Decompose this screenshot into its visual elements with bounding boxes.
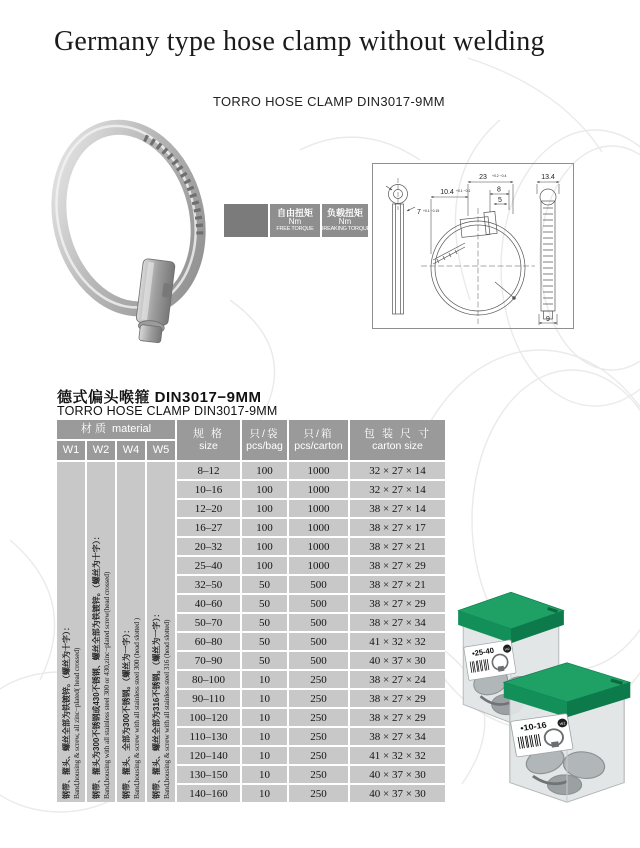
cell-pcs-carton: 250: [289, 671, 348, 688]
cell-size: 20–32: [177, 538, 240, 555]
cell-carton-size: 38 × 27 × 17: [350, 519, 445, 536]
cell-pcs-bag: 10: [242, 766, 287, 783]
dim-7-tol: +0.1 −0.15: [423, 209, 440, 213]
cell-carton-size: 38 × 27 × 29: [350, 690, 445, 707]
cell-pcs-bag: 100: [242, 538, 287, 555]
material-codes: [57, 441, 175, 460]
cell-carton-size: 38 × 27 × 21: [350, 538, 445, 555]
material-description-cell: 钢带、箍头、螺丝全部为铁镀锌。（螺丝为十字）： Band,housing & screw, all zinc−plated( head crossed): [57, 462, 85, 802]
cell-carton-size: 32 × 27 × 14: [350, 462, 445, 479]
cell-size: 50–70: [177, 614, 240, 631]
table-row: [177, 576, 445, 593]
cell-pcs-carton: 500: [289, 595, 348, 612]
cell-carton-size: 38 × 27 × 14: [350, 500, 445, 517]
cell-carton-size: 38 × 27 × 29: [350, 709, 445, 726]
spec-table-header: [57, 420, 445, 460]
cell-pcs-carton: 250: [289, 690, 348, 707]
cell-carton-size: 38 × 27 × 21: [350, 576, 445, 593]
cell-size: 110–130: [177, 728, 240, 745]
product-box-10-16: [494, 654, 640, 812]
dim-7: 7: [417, 209, 421, 216]
table-row: [177, 595, 445, 612]
table-row: [177, 633, 445, 650]
cell-pcs-bag: 50: [242, 576, 287, 593]
cell-pcs-bag: 10: [242, 785, 287, 802]
table-row: [177, 690, 445, 707]
dim-10-4-tol: +0.1 −0.1: [456, 189, 471, 193]
table-row: [177, 614, 445, 631]
cell-pcs-carton: 500: [289, 614, 348, 631]
material-description-cell: 钢带、箍头、螺丝全部为316不锈钢。（螺丝为一字）： Band,housing & screw with all stainless steel 316 (head slotted): [147, 462, 175, 802]
technical-drawing: [372, 163, 574, 329]
cell-size: 60–80: [177, 633, 240, 650]
table-row: [177, 519, 445, 536]
cell-carton-size: 41 × 32 × 32: [350, 633, 445, 650]
cell-pcs-bag: 10: [242, 690, 287, 707]
cell-pcs-carton: 1000: [289, 500, 348, 517]
cell-size: 70–90: [177, 652, 240, 669]
material-description-columns: [57, 462, 175, 802]
material-code-w1: W1: [57, 441, 85, 460]
cell-carton-size: 40 × 37 × 30: [350, 766, 445, 783]
cell-carton-size: 41 × 32 × 32: [350, 747, 445, 764]
spec-table-rows: [177, 462, 445, 802]
cell-pcs-carton: 1000: [289, 519, 348, 536]
cell-carton-size: 38 × 27 × 34: [350, 614, 445, 631]
section-heading-en: TORRO HOSE CLAMP DIN3017-9MM: [57, 404, 278, 418]
header-pcs-carton: 只/箱 pcs/carton: [289, 420, 348, 460]
material-description-cell: 钢带、箍头、全部为300不锈钢。（螺丝为一字）： Band,housing & screw with all stainless steel 300 (head slotted ): [117, 462, 145, 802]
cell-size: 100–120: [177, 709, 240, 726]
cell-pcs-carton: 500: [289, 576, 348, 593]
cell-pcs-carton: 250: [289, 747, 348, 764]
cell-size: 40–60: [177, 595, 240, 612]
dim-13-4: 13.4: [541, 174, 555, 181]
cell-size: 12–20: [177, 500, 240, 517]
cell-pcs-carton: 250: [289, 766, 348, 783]
dim-8: 8: [497, 186, 501, 194]
table-row: [177, 785, 445, 802]
cell-pcs-bag: 50: [242, 595, 287, 612]
material-code-w5: W5: [147, 441, 175, 460]
material-code-w4: W4: [117, 441, 145, 460]
cell-pcs-bag: 10: [242, 671, 287, 688]
cell-pcs-bag: 10: [242, 709, 287, 726]
material-description-cell: 钢带、箍头为300不锈钢或430不锈钢、螺丝全部为铁镀锌。（螺丝为十字）： Band,housing with all stainless steel 300 or 430,zinc−plated screw(head crossed): [87, 462, 115, 802]
dim-10-4: 10.4: [440, 189, 454, 196]
cell-pcs-carton: 1000: [289, 462, 348, 479]
cell-carton-size: 40 × 37 × 30: [350, 785, 445, 802]
dim-23: 23: [479, 174, 487, 181]
cell-pcs-carton: 500: [289, 652, 348, 669]
torque-header-breaking: 负载扭矩 Nm BREAKING TORQUE: [322, 204, 368, 237]
cell-size: 140–160: [177, 785, 240, 802]
cell-size: 8–12: [177, 462, 240, 479]
table-row: [177, 728, 445, 745]
box-label-text: •25-40: [471, 645, 495, 659]
header-pcs-bag: 只/袋 pcs/bag: [242, 420, 287, 460]
cell-size: 16–27: [177, 519, 240, 536]
cell-carton-size: 40 × 37 × 30: [350, 652, 445, 669]
cell-pcs-bag: 100: [242, 557, 287, 574]
header-carton-size: 包 装 尺 寸 carton size: [350, 420, 445, 460]
cell-pcs-bag: 10: [242, 747, 287, 764]
cell-pcs-carton: 1000: [289, 481, 348, 498]
table-row: [177, 500, 445, 517]
torque-table: [224, 204, 371, 232]
cell-pcs-carton: 1000: [289, 557, 348, 574]
material-code-w2: W2: [87, 441, 115, 460]
cell-carton-size: 38 × 27 × 29: [350, 557, 445, 574]
cell-size: 130–150: [177, 766, 240, 783]
page-subtitle: TORRO HOSE CLAMP DIN3017-9MM: [213, 94, 445, 109]
cell-pcs-bag: 100: [242, 462, 287, 479]
table-row: [177, 709, 445, 726]
cell-pcs-carton: 500: [289, 633, 348, 650]
table-row: [177, 538, 445, 555]
cell-pcs-bag: 50: [242, 652, 287, 669]
cell-pcs-bag: 100: [242, 481, 287, 498]
table-row: [177, 462, 445, 479]
cell-size: 80–100: [177, 671, 240, 688]
box-badge: W2: [504, 646, 510, 652]
cell-pcs-bag: 50: [242, 633, 287, 650]
cell-pcs-carton: 1000: [289, 538, 348, 555]
table-row: [177, 747, 445, 764]
cell-pcs-carton: 250: [289, 785, 348, 802]
hose-clamp-photo: [38, 112, 220, 350]
dim-23-tol: +0.2 −0.4: [492, 174, 507, 178]
cell-pcs-bag: 100: [242, 519, 287, 536]
cell-carton-size: 38 × 27 × 34: [350, 728, 445, 745]
dim-9: 9: [546, 316, 550, 323]
cell-pcs-bag: 100: [242, 500, 287, 517]
cell-pcs-carton: 250: [289, 709, 348, 726]
box-label-text: •10-16: [519, 719, 548, 733]
torque-header-blank: [224, 204, 268, 237]
cell-size: 120–140: [177, 747, 240, 764]
cell-size: 32–50: [177, 576, 240, 593]
cell-pcs-bag: 50: [242, 614, 287, 631]
cell-carton-size: 38 × 27 × 29: [350, 595, 445, 612]
cell-carton-size: 38 × 27 × 24: [350, 671, 445, 688]
dim-5: 5: [498, 197, 502, 204]
cell-pcs-bag: 10: [242, 728, 287, 745]
header-size: 规 格 size: [177, 420, 240, 460]
table-row: [177, 671, 445, 688]
cell-pcs-carton: 250: [289, 728, 348, 745]
section-heading-zh: 德式偏头喉箍 DIN3017−9MM: [57, 389, 262, 406]
cell-carton-size: 32 × 27 × 14: [350, 481, 445, 498]
cell-size: 25–40: [177, 557, 240, 574]
spec-table: [57, 420, 445, 802]
material-header: 材 质 material: [57, 420, 175, 439]
cell-size: 90–110: [177, 690, 240, 707]
table-row: [177, 652, 445, 669]
box-badge: W2: [559, 721, 566, 727]
cell-size: 10–16: [177, 481, 240, 498]
table-row: [177, 557, 445, 574]
torque-header-free: 自由扭矩 Nm FREE TORQUE: [270, 204, 320, 237]
table-row: [177, 766, 445, 783]
page-title: Germany type hose clamp without welding: [54, 26, 545, 57]
table-row: [177, 481, 445, 498]
